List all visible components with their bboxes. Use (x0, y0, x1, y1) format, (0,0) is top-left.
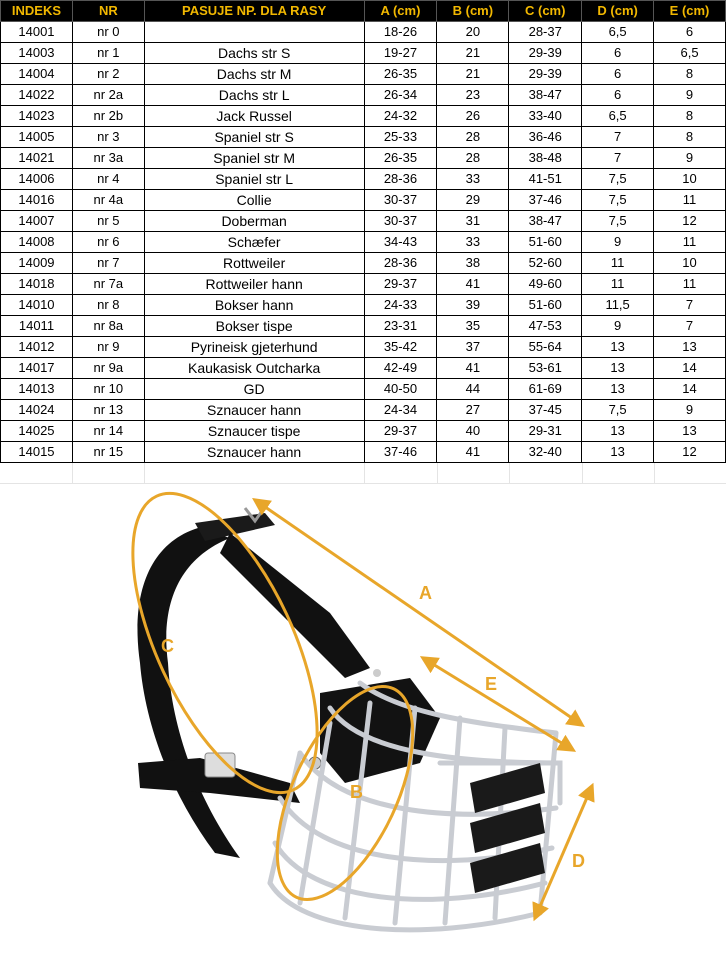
nr-cell: nr 2a (72, 85, 144, 106)
c-cell: 37-45 (509, 400, 582, 421)
b-cell: 40 (437, 421, 509, 442)
c-cell: 36-46 (509, 127, 582, 148)
index-cell: 14015 (1, 442, 73, 463)
d-cell: 6 (582, 43, 654, 64)
e-cell: 13 (654, 337, 726, 358)
d-cell: 7 (582, 148, 654, 169)
table-row (1, 148, 726, 169)
a-cell: 25-33 (364, 127, 437, 148)
b-cell: 31 (437, 211, 509, 232)
breed-cell: Bokser tispe (144, 316, 364, 337)
d-cell: 9 (582, 316, 654, 337)
column-header: PASUJE NP. DLA RASY (144, 1, 364, 22)
c-cell: 38-47 (509, 211, 582, 232)
c-cell: 41-51 (509, 169, 582, 190)
size-table (0, 0, 726, 463)
e-cell: 9 (654, 148, 726, 169)
a-cell: 34-43 (364, 232, 437, 253)
column-header: A (cm) (364, 1, 437, 22)
b-cell: 41 (437, 358, 509, 379)
breed-cell: Bokser hann (144, 295, 364, 316)
table-row (1, 400, 726, 421)
d-cell: 7,5 (582, 169, 654, 190)
e-cell: 8 (654, 127, 726, 148)
c-cell: 53-61 (509, 358, 582, 379)
d-cell: 9 (582, 232, 654, 253)
e-cell: 10 (654, 169, 726, 190)
index-cell: 14013 (1, 379, 73, 400)
breed-cell: Collie (144, 190, 364, 211)
c-cell: 47-53 (509, 316, 582, 337)
breed-cell: Spaniel str L (144, 169, 364, 190)
breed-cell: Doberman (144, 211, 364, 232)
index-cell: 14001 (1, 22, 73, 43)
a-cell: 28-36 (364, 169, 437, 190)
d-cell: 13 (582, 421, 654, 442)
nr-cell: nr 9a (72, 358, 144, 379)
a-cell: 42-49 (364, 358, 437, 379)
breed-cell: Kaukasisk Outcharka (144, 358, 364, 379)
a-cell: 24-32 (364, 106, 437, 127)
d-cell: 13 (582, 337, 654, 358)
d-cell: 6 (582, 64, 654, 85)
a-cell: 40-50 (364, 379, 437, 400)
b-cell: 29 (437, 190, 509, 211)
d-cell: 7,5 (582, 400, 654, 421)
e-cell: 13 (654, 421, 726, 442)
index-cell: 14017 (1, 358, 73, 379)
e-cell: 7 (654, 316, 726, 337)
nr-cell: nr 3 (72, 127, 144, 148)
b-cell: 27 (437, 400, 509, 421)
column-header: E (cm) (654, 1, 726, 22)
column-header: INDEKS (1, 1, 73, 22)
table-row (1, 379, 726, 400)
table-row (1, 421, 726, 442)
index-cell: 14010 (1, 295, 73, 316)
b-cell: 21 (437, 64, 509, 85)
c-cell: 49-60 (509, 274, 582, 295)
c-cell: 61-69 (509, 379, 582, 400)
c-cell: 28-37 (509, 22, 582, 43)
column-header: D (cm) (582, 1, 654, 22)
table-row (1, 190, 726, 211)
d-cell: 6,5 (582, 106, 654, 127)
c-cell: 52-60 (509, 253, 582, 274)
c-cell: 33-40 (509, 106, 582, 127)
column-header: B (cm) (437, 1, 509, 22)
breed-cell: Dachs str S (144, 43, 364, 64)
breed-cell: Spaniel str S (144, 127, 364, 148)
nr-cell: nr 8 (72, 295, 144, 316)
index-cell: 14018 (1, 274, 73, 295)
label-e: E (485, 674, 498, 694)
nr-cell: nr 7 (72, 253, 144, 274)
nr-cell: nr 2 (72, 64, 144, 85)
c-cell: 29-31 (509, 421, 582, 442)
breed-cell: Jack Russel (144, 106, 364, 127)
label-b: B (350, 782, 363, 802)
nr-cell: nr 1 (72, 43, 144, 64)
index-cell: 14011 (1, 316, 73, 337)
d-cell: 11 (582, 253, 654, 274)
table-row (1, 43, 726, 64)
label-a: A (419, 583, 432, 603)
index-cell: 14023 (1, 106, 73, 127)
nr-cell: nr 0 (72, 22, 144, 43)
a-cell: 29-37 (364, 274, 437, 295)
b-cell: 35 (437, 316, 509, 337)
index-cell: 14005 (1, 127, 73, 148)
breed-cell: Rottweiler hann (144, 274, 364, 295)
a-cell: 26-35 (364, 64, 437, 85)
e-cell: 12 (654, 442, 726, 463)
a-cell: 23-31 (364, 316, 437, 337)
nr-cell: nr 6 (72, 232, 144, 253)
b-cell: 28 (437, 127, 509, 148)
breed-cell: Dachs str M (144, 64, 364, 85)
breed-cell: Rottweiler (144, 253, 364, 274)
wire-basket (270, 683, 560, 930)
index-cell: 14004 (1, 64, 73, 85)
c-cell: 32-40 (509, 442, 582, 463)
table-row (1, 274, 726, 295)
table-row (1, 106, 726, 127)
nr-cell: nr 4 (72, 169, 144, 190)
b-cell: 39 (437, 295, 509, 316)
e-cell: 8 (654, 106, 726, 127)
e-cell: 10 (654, 253, 726, 274)
table-row (1, 22, 726, 43)
b-cell: 33 (437, 169, 509, 190)
nr-cell: nr 10 (72, 379, 144, 400)
e-cell: 11 (654, 274, 726, 295)
a-cell: 19-27 (364, 43, 437, 64)
c-cell: 29-39 (509, 64, 582, 85)
d-cell: 13 (582, 442, 654, 463)
b-cell: 26 (437, 106, 509, 127)
c-cell: 38-48 (509, 148, 582, 169)
d-cell: 6 (582, 85, 654, 106)
table-body (1, 22, 726, 463)
table-row (1, 358, 726, 379)
index-cell: 14024 (1, 400, 73, 421)
b-cell: 44 (437, 379, 509, 400)
c-cell: 29-39 (509, 43, 582, 64)
b-cell: 37 (437, 337, 509, 358)
a-cell: 37-46 (364, 442, 437, 463)
nr-cell: nr 5 (72, 211, 144, 232)
nr-cell: nr 2b (72, 106, 144, 127)
e-cell: 9 (654, 400, 726, 421)
column-header: C (cm) (509, 1, 582, 22)
index-cell: 14006 (1, 169, 73, 190)
b-cell: 41 (437, 274, 509, 295)
c-cell: 55-64 (509, 337, 582, 358)
table-row (1, 85, 726, 106)
breed-cell: Spaniel str M (144, 148, 364, 169)
e-cell: 7 (654, 295, 726, 316)
b-cell: 33 (437, 232, 509, 253)
breed-cell: Pyrineisk gjeterhund (144, 337, 364, 358)
e-cell: 14 (654, 358, 726, 379)
d-cell: 7,5 (582, 190, 654, 211)
a-cell: 24-33 (364, 295, 437, 316)
d-cell: 11 (582, 274, 654, 295)
a-cell: 18-26 (364, 22, 437, 43)
a-cell: 24-34 (364, 400, 437, 421)
table-row (1, 316, 726, 337)
b-cell: 23 (437, 85, 509, 106)
nr-cell: nr 9 (72, 337, 144, 358)
e-cell: 8 (654, 64, 726, 85)
a-cell: 35-42 (364, 337, 437, 358)
index-cell: 14003 (1, 43, 73, 64)
nr-cell: nr 3a (72, 148, 144, 169)
c-cell: 51-60 (509, 232, 582, 253)
table-row (1, 442, 726, 463)
a-cell: 26-34 (364, 85, 437, 106)
table-row (1, 127, 726, 148)
breed-cell: Sznaucer hann (144, 442, 364, 463)
d-cell: 13 (582, 358, 654, 379)
e-cell: 12 (654, 211, 726, 232)
index-cell: 14022 (1, 85, 73, 106)
e-cell: 11 (654, 232, 726, 253)
breed-cell: GD (144, 379, 364, 400)
index-cell: 14025 (1, 421, 73, 442)
nr-cell: nr 4a (72, 190, 144, 211)
breed-cell: Sznaucer tispe (144, 421, 364, 442)
d-cell: 13 (582, 379, 654, 400)
table-row (1, 232, 726, 253)
nr-cell: nr 7a (72, 274, 144, 295)
breed-cell: Sznaucer hann (144, 400, 364, 421)
d-cell: 11,5 (582, 295, 654, 316)
index-cell: 14012 (1, 337, 73, 358)
e-cell: 6 (654, 22, 726, 43)
b-cell: 28 (437, 148, 509, 169)
nr-cell: nr 13 (72, 400, 144, 421)
a-cell: 29-37 (364, 421, 437, 442)
b-cell: 20 (437, 22, 509, 43)
a-cell: 28-36 (364, 253, 437, 274)
d-cell: 6,5 (582, 22, 654, 43)
table-row (1, 64, 726, 85)
nr-cell: nr 15 (72, 442, 144, 463)
breed-cell: Dachs str L (144, 85, 364, 106)
table-row (1, 211, 726, 232)
a-cell: 30-37 (364, 211, 437, 232)
index-cell: 14016 (1, 190, 73, 211)
breed-cell (144, 22, 364, 43)
table-row (1, 295, 726, 316)
a-cell: 26-35 (364, 148, 437, 169)
e-cell: 6,5 (654, 43, 726, 64)
nr-cell: nr 8a (72, 316, 144, 337)
table-row (1, 253, 726, 274)
label-d: D (572, 851, 585, 871)
nr-cell: nr 14 (72, 421, 144, 442)
index-cell: 14008 (1, 232, 73, 253)
e-cell: 11 (654, 190, 726, 211)
e-cell: 14 (654, 379, 726, 400)
table-row (1, 337, 726, 358)
c-cell: 37-46 (509, 190, 582, 211)
muzzle-diagram (0, 463, 726, 978)
b-cell: 38 (437, 253, 509, 274)
index-cell: 14009 (1, 253, 73, 274)
c-cell: 38-47 (509, 85, 582, 106)
b-cell: 21 (437, 43, 509, 64)
label-c: C (161, 636, 174, 656)
table-row (1, 169, 726, 190)
d-cell: 7 (582, 127, 654, 148)
table-header-row (1, 1, 726, 22)
index-cell: 14007 (1, 211, 73, 232)
index-cell: 14021 (1, 148, 73, 169)
a-cell: 30-37 (364, 190, 437, 211)
d-cell: 7,5 (582, 211, 654, 232)
c-cell: 51-60 (509, 295, 582, 316)
b-cell: 41 (437, 442, 509, 463)
basket-front-bars (470, 763, 545, 893)
column-header: NR (72, 1, 144, 22)
e-cell: 9 (654, 85, 726, 106)
breed-cell: Schæfer (144, 232, 364, 253)
